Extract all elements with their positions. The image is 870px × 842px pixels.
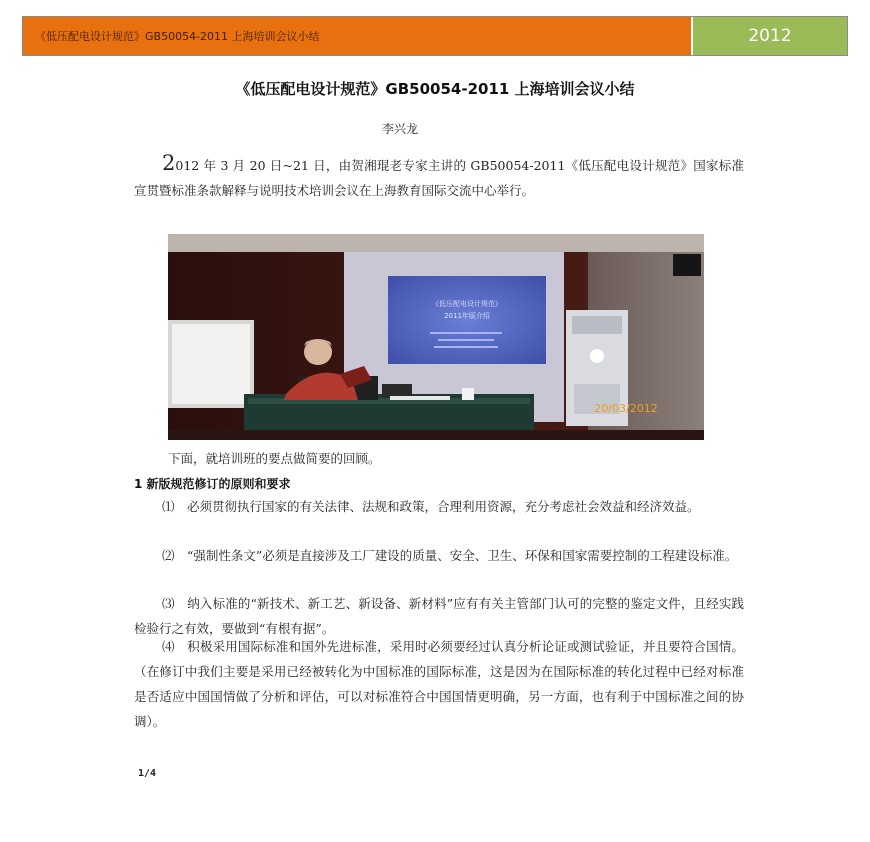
- principle-item-4: ⑷ 积极采用国际标准和国外先进标准，采用时必须要经过认真分析论证或测试验证，并且要符合国情。（在修订中我们主要是采用已经被转化为中国标准的国际标准，这是因为在国际标准的转化过程中已经对标准是否适应中国国情做了分析和评估，可以对标准符合中国国情更明确，另一方面，也有利于中国标准之间的协调）。: [134, 639, 744, 729]
- header-year: 2012: [693, 17, 847, 55]
- principle-item-2: ⑵ “强制性条文”必须是直接涉及工厂建设的质量、安全、卫生、环保和国家需要控制的工程建设标准。: [162, 548, 738, 563]
- intro-text: 012 年 3 月 20 日~21 日，由贺湘琨老专家主讲的 GB50054-2011《低压配电设计规范》国家标准宣贯暨标准条款解释与说明技术培训会议在上海教育国际交流中心举行。: [134, 158, 744, 198]
- conference-photo-image: [168, 234, 704, 440]
- intro-drop-digit: 2: [162, 151, 176, 175]
- photo-caption: 下面，就培训班的要点做简要的回顾。: [168, 451, 381, 466]
- document-title: 《低压配电设计规范》GB50054-2011 上海培训会议小结: [235, 80, 635, 98]
- principle-item-3: ⑶ 纳入标准的“新技术、新工艺、新设备、新材料”应有有关主管部门认可的完整的鉴定文件，且经实践检验行之有效，要做到“有根有据”。: [134, 596, 744, 636]
- intro-paragraph: [134, 153, 744, 203]
- document-author: 李兴龙: [381, 122, 418, 136]
- section1-heading: 1 新版规范修订的原则和要求: [134, 477, 291, 491]
- principle-item-1: ⑴ 必须贯彻执行国家的有关法律、法规和政策，合理利用资源，充分考虑社会效益和经济效益。: [162, 499, 700, 514]
- photo-timestamp: 20/03/2012: [594, 402, 658, 415]
- header-running-title: 《低压配电设计规范》GB50054-2011 上海培训会议小结: [23, 17, 693, 55]
- conference-photo: [168, 234, 704, 440]
- page-header: [22, 16, 848, 56]
- slide-title-line1: 《低压配电设计规范》: [432, 300, 502, 308]
- slide-title-line2: 2011年版介绍: [444, 312, 490, 320]
- page-number: 1/4: [138, 768, 157, 779]
